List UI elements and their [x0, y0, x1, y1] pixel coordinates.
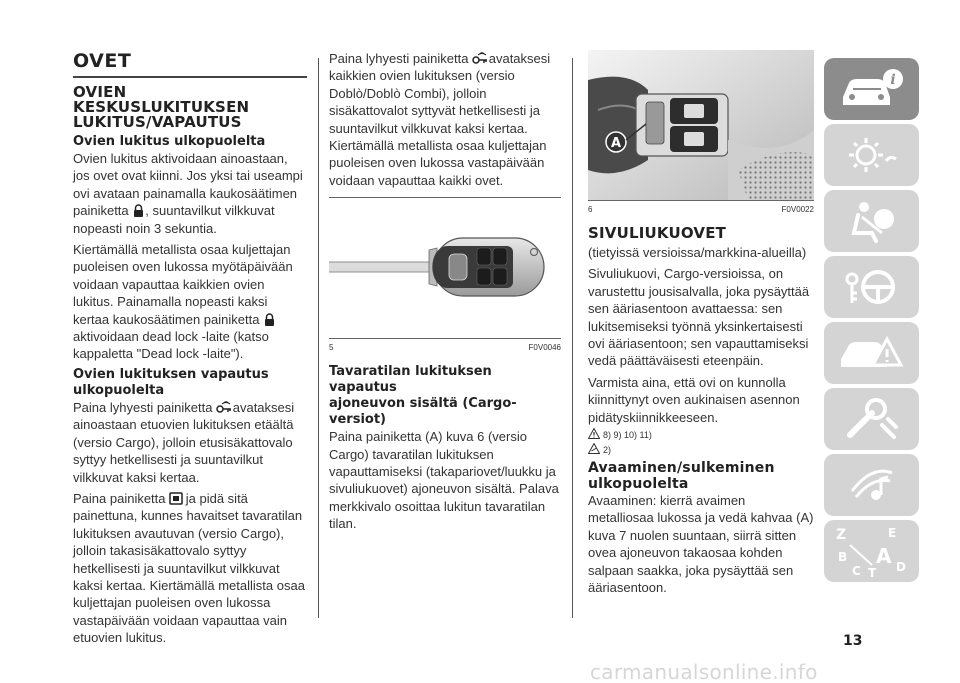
figure-label-a: A — [610, 136, 622, 151]
remote-key-illustration — [329, 198, 561, 338]
car-info-icon — [837, 67, 907, 111]
dashboard-lights-icon — [842, 133, 902, 177]
paragraph-sliding-door: Sivuliukuovi, Cargo-versioissa, on varustettu jousisalvalla, joka pysäyttää sen ääriasentoon avattaessa: sen lukitsemiseksi työnnä yksinkertaisesti ovi ääriasentoon; sen vapauttamiseksi vedä päättäväisesti eteenpäin. — [588, 266, 810, 369]
svg-text:T: T — [867, 566, 876, 579]
heading-unlocking-outside: Ovien lukituksen vapautus ulkopuolelta — [73, 366, 269, 398]
column-left — [73, 50, 307, 647]
column-right — [588, 50, 814, 597]
tab-starting-driving[interactable] — [824, 256, 919, 318]
paragraph-all-unlock: Paina lyhyesti painiketta avataksesi kaikkien ovien lukituksen (versio Doblò/Doblò Combi), jolloin sisäkattovalot syttyvät hetkellisesti ja suuntavilkut vilkkuvat kaksi kertaa. Kiertämällä metallista osaa kuljettajan puoleisen oven lukossa vastapäivään voidaan vapauttaa kaikki ovet. — [329, 51, 551, 188]
key-unlock-icon — [216, 401, 229, 414]
column-middle — [329, 50, 561, 533]
figure-bottom-rule — [588, 200, 814, 201]
chapter-index-tabs — [824, 58, 919, 586]
figure-remote-key — [329, 198, 561, 338]
paragraph-versions: (tietyissä versioissa/markkina-alueilla) — [588, 245, 807, 260]
paragraph-cargo-button: Paina painiketta (A) kuva 6 (versio Cargo) tavaratilan lukituksen vapauttamiseksi (takapariovet/luukku ja sivuliukuovet) ajoneuvon sisältä. Palava merkkivalo osoittaa lukitun tavaratilan tilan. — [329, 429, 559, 532]
svg-text:A: A — [875, 544, 891, 568]
paragraph-locking: Ovien lukitus aktivoidaan ainoastaan, jos ovet ovat kiinni. Jos yksi tai useampi ovi avataan painamalla kaukosäätimen painiketta , suuntavilkut vilkkuvat nopeasti noin 3 sekuntia. — [73, 151, 303, 236]
figure-number: 6 — [588, 205, 593, 214]
tab-index[interactable] — [824, 520, 919, 582]
index-letters-icon — [832, 523, 912, 579]
door-panel-illustration — [588, 50, 814, 200]
multimedia-note-icon — [842, 461, 902, 509]
section-title: OVET — [73, 50, 132, 72]
note-icon — [588, 443, 600, 456]
figure-caption — [588, 205, 814, 214]
steering-wheel-key-icon — [842, 263, 902, 311]
heading-open-close-outside: Avaaminen/sulkeminen ulkopuolelta — [588, 460, 775, 493]
figure-bottom-rule — [329, 338, 561, 339]
tab-car-info[interactable] — [824, 58, 919, 120]
figure-code: F0V0022 — [781, 205, 814, 214]
warning-icon — [588, 428, 600, 441]
cargo-door-icon — [169, 492, 182, 505]
maintenance-wrench-icon — [842, 395, 902, 443]
heading-sliding-doors: SIVULIUKUOVET — [588, 224, 727, 242]
heading-cargo-release: Tavaratilan lukituksen vapautus ajoneuvon sisältä (Cargo-versiot) — [329, 364, 517, 428]
note-refs: 2) — [588, 443, 814, 456]
heading-locking-outside: Ovien lukitus ulkopuolelta — [73, 134, 266, 149]
svg-text:i: i — [889, 72, 896, 88]
breakdown-triangle-icon — [837, 329, 907, 377]
watermark: carmanualsonline.info — [590, 660, 818, 683]
section-rule — [73, 76, 307, 78]
figure-caption — [329, 343, 561, 352]
airbag-seat-icon — [842, 197, 902, 245]
svg-text:C: C — [851, 564, 861, 578]
warning-refs: 8) 9) 10) 11) — [588, 428, 814, 441]
tab-dashboard[interactable] — [824, 124, 919, 186]
tab-emergency[interactable] — [824, 322, 919, 384]
paragraph-front-unlock: Paina lyhyesti painiketta avataksesi ainoastaan etuovien lukituksen etäältä (versio Cargo), jolloin etusisäkattovalo syttyy hetkellisesti ja suuntavilkut vilkkuvat kaksi kertaa. — [73, 399, 295, 485]
paragraph-opening: Avaaminen: kierrä avaimen metalliosaa lukossa ja vedä kahvaa (A) kuva 7 nuolen suuntaan, siirrä sitten ovea ajoneuvon takaosaa kohden salpaan saakka, joka pysäyttää sen ääriasentoon. — [588, 493, 814, 596]
paragraph-check-door: Varmista aina, että ovi on kunnolla kiinnittynyt oven aukinaisen asennon pidätyskiinnikkeeseen. — [588, 374, 800, 425]
column-divider — [572, 58, 573, 618]
lock-icon — [263, 313, 276, 326]
figure-number: 5 — [329, 343, 334, 353]
page-number: 13 — [843, 633, 863, 649]
heading-central-locking: OVIEN KESKUSLUKITUKSEN LUKITUS/VAPAUTUS — [73, 83, 250, 131]
svg-text:E: E — [887, 526, 896, 540]
lock-icon — [132, 204, 145, 217]
paragraph-deadlock: Kiertämällä metallista osaa kuljettajan puoleisen oven lukossa myötäpäivään voidaan vapauttaa kaikkien ovien lukitus. Painamalla nopeasti kaksi kertaa kaukosäätimen painiketta aktivoidaan dead lock -laite (katso kappaletta "Dead lock -laite"). — [73, 242, 293, 362]
svg-text:Z: Z — [835, 527, 846, 543]
svg-text:D: D — [895, 560, 906, 574]
figure-code: F0V0046 — [528, 343, 561, 353]
column-divider — [318, 58, 319, 618]
key-unlock-icon — [472, 52, 485, 65]
tab-maintenance[interactable] — [824, 388, 919, 450]
tab-multimedia[interactable] — [824, 454, 919, 516]
svg-text:B: B — [837, 550, 847, 564]
figure-door-panel — [588, 50, 814, 200]
tab-safety[interactable] — [824, 190, 919, 252]
paragraph-cargo-unlock: Paina painiketta ja pidä sitä painettuna, kunnes havaitset tavaratilan lukituksen avautuvan (versio Cargo), jolloin takasisäkattovalo syttyy hetkellisesti ja suuntavilkut vilkkuvat kaksi kertaa. Kiertämällä metallista osaa kuljettajan puoleisen oven lukossa vastapäivään voidaan vapauttaa vain etuovien lukitus. — [73, 490, 305, 646]
